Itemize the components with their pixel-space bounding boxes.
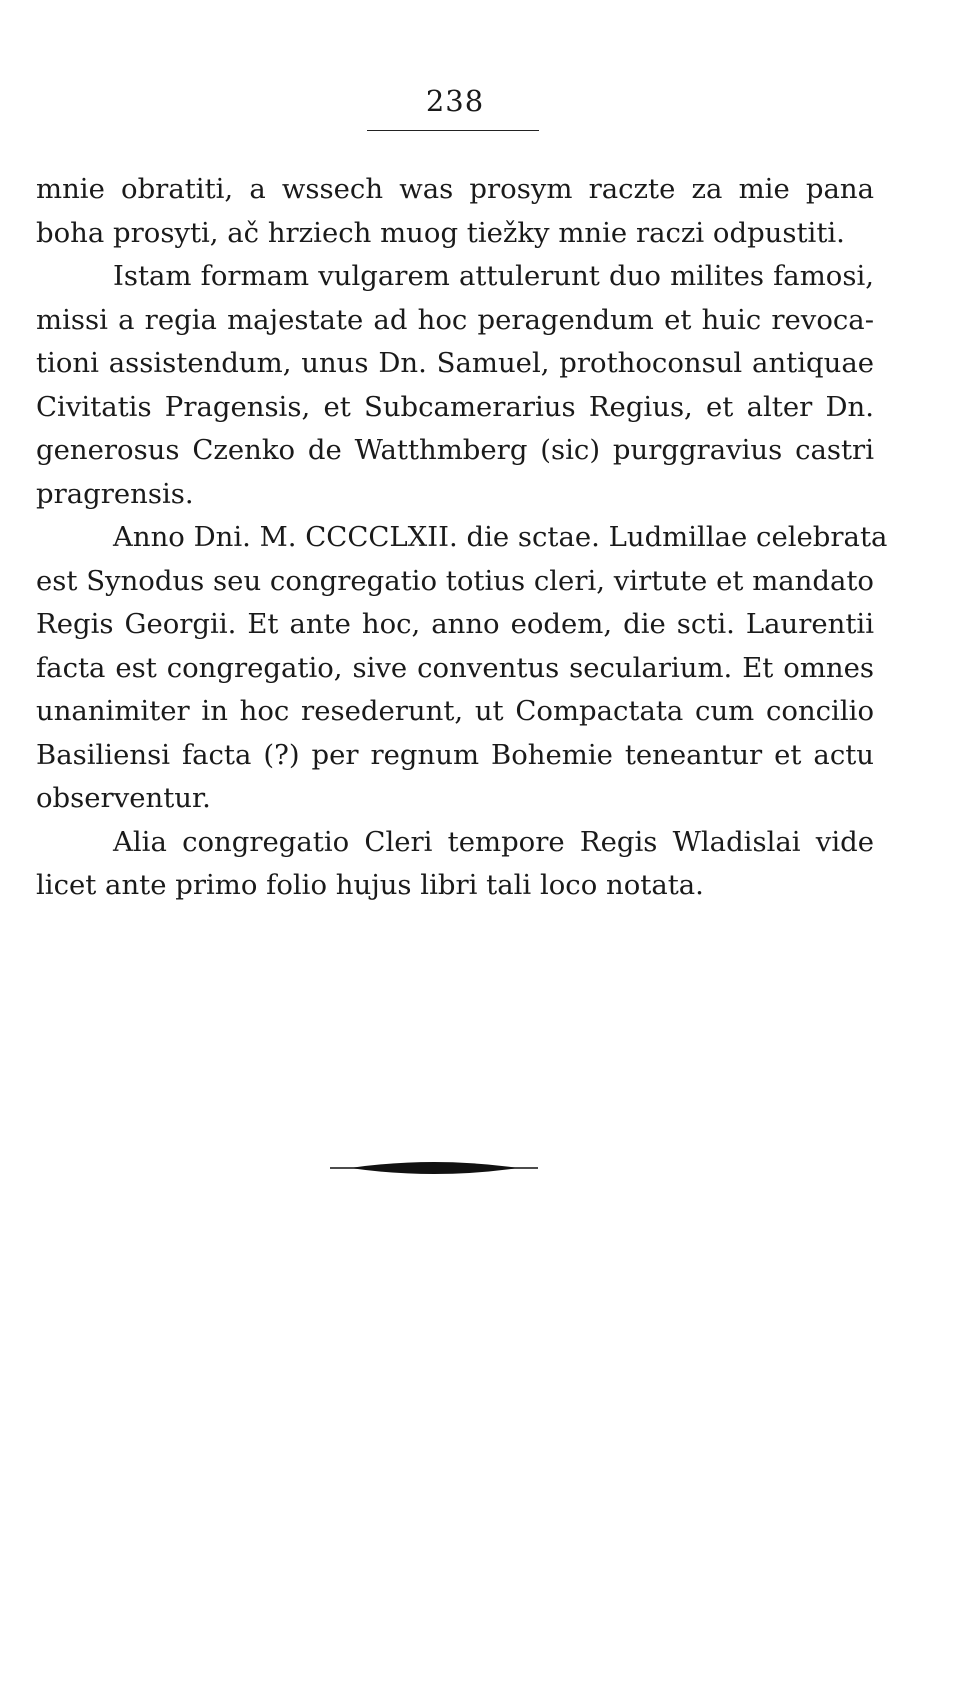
text-line: facta est congregatio, sive conventus secularium. Et omnes bbox=[36, 651, 874, 684]
text-line: pragrensis. bbox=[36, 477, 194, 510]
header-rule bbox=[367, 130, 539, 131]
text-line: licet ante primo folio hujus libri tali loco notata. bbox=[36, 869, 704, 901]
text-line: missi a regia majestate ad hoc peragendum et huic revoca- bbox=[36, 303, 874, 336]
text-line: Istam formam vulgarem attulerunt duo milites famosi, bbox=[113, 260, 874, 292]
text-line: generosus Czenko de Watthmberg (sic) purggravius castri bbox=[36, 434, 874, 466]
text-line: Regis Georgii. Et ante hoc, anno eodem, die scti. Laurentii bbox=[36, 608, 874, 640]
text-line: mnie obratiti, a wssech was prosym raczte za mie pana bbox=[36, 173, 874, 205]
text-line: unanimiter in hoc resederunt, ut Compactata cum concilio bbox=[36, 695, 874, 727]
page-number: 238 bbox=[425, 84, 485, 118]
text-line: boha prosyti, ač hrziech muog tiežky mnie raczi odpustiti. bbox=[36, 216, 845, 249]
text-line: observentur. bbox=[36, 782, 211, 814]
text-line: Civitatis Pragensis, et Subcamerarius Regius, et alter Dn. bbox=[36, 390, 874, 423]
text-line: Anno Dni. M. CCCCLXII. die sctae. Ludmillae celebrata bbox=[113, 521, 888, 553]
text-line: tioni assistendum, unus Dn. Samuel, prothoconsul antiquae bbox=[36, 347, 874, 379]
body-text bbox=[36, 168, 888, 908]
text-line: est Synodus seu congregatio totius cleri, virtute et mandato bbox=[36, 564, 874, 597]
text-line: Alia congregatio Cleri tempore Regis Wladislai vide bbox=[113, 825, 874, 858]
text-line: Basiliensi facta (?) per regnum Bohemie teneantur et actu bbox=[36, 738, 874, 771]
end-ornament-icon bbox=[330, 1158, 538, 1178]
